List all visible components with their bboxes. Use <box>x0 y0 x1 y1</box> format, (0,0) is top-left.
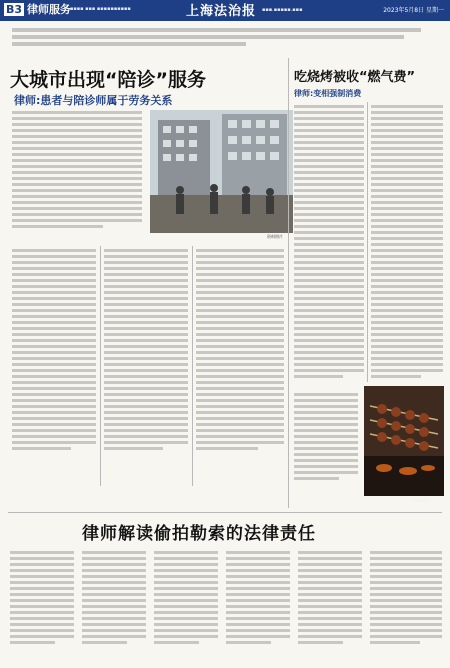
right-article-col2 <box>371 102 443 381</box>
column-divider <box>100 246 101 486</box>
right-subheading: 律师:变相强制消费 <box>294 89 362 98</box>
bottom-article-col1 <box>10 548 74 647</box>
article-divider <box>288 58 289 508</box>
bottom-article-col3 <box>154 548 218 647</box>
masthead <box>0 0 450 19</box>
section-code: B3 <box>6 3 23 16</box>
paper-name: 上海法治报 <box>186 4 257 19</box>
bottom-headline: 律师解读偷拍勒索的法律责任 <box>82 524 316 544</box>
bottom-article-col6 <box>370 548 442 647</box>
main-headline: 大城市出现“陪诊”服务 <box>10 69 206 91</box>
right-headline: 吃烧烤被收“燃气费” <box>294 70 416 85</box>
bottom-article-col4 <box>226 548 290 647</box>
right-article-photo <box>364 386 444 496</box>
main-photo-credit: 资料图片 <box>267 234 283 239</box>
main-article-col3 <box>196 246 284 453</box>
barbecue-skewers-photo <box>364 386 444 496</box>
editor-note <box>12 25 438 51</box>
column-divider <box>367 102 368 382</box>
right-photo-credit: 资料图片 <box>414 498 430 503</box>
column-divider <box>192 246 193 486</box>
section-divider <box>8 512 442 513</box>
right-article-col3 <box>294 390 358 483</box>
masthead-website: ▪▪▪.▪▪▪▪▪.▪▪▪ <box>262 7 303 13</box>
section-label <box>4 1 71 17</box>
issue-date: 2023年5月8日 星期一 <box>383 7 444 14</box>
right-article-col1 <box>294 102 364 381</box>
bottom-article-col5 <box>298 548 362 647</box>
main-article-photo <box>150 110 293 233</box>
main-article-col1 <box>12 246 96 453</box>
masthead-editor-info: ▪▪▪▪ ▪▪▪ ▪▪▪▪▪▪▪▪▪▪ <box>70 6 131 12</box>
main-article-col1-top <box>12 108 142 231</box>
masthead-rule <box>0 19 450 21</box>
section-name: 律师服务 <box>27 3 72 16</box>
main-article-col2 <box>104 246 188 453</box>
main-subheading: 律师:患者与陪诊师属于劳务关系 <box>14 94 173 107</box>
bottom-article-col2 <box>82 548 146 647</box>
hospital-street-scene <box>150 110 293 233</box>
